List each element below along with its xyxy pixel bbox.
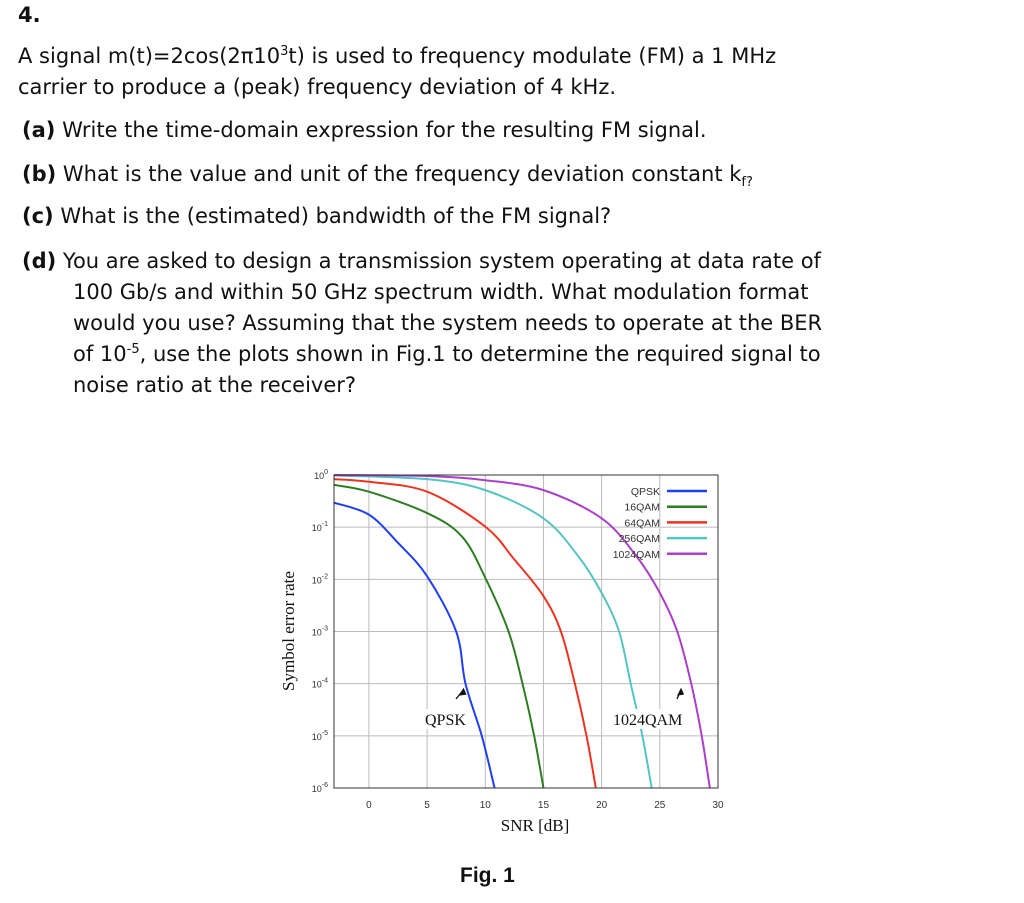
text: of 10 bbox=[73, 342, 127, 366]
series-line-64qam bbox=[334, 479, 596, 788]
arrow-head-icon bbox=[459, 688, 466, 696]
series-line-qpsk bbox=[334, 503, 495, 788]
y-tick-label: $10^{-1}$ bbox=[311, 521, 328, 534]
x-tick-label: 25 bbox=[654, 800, 666, 811]
part-c bbox=[22, 201, 611, 232]
y-tick-label: $10^{-6}$ bbox=[311, 782, 328, 794]
figure-caption: Fig. 1 bbox=[460, 864, 515, 887]
y-axis-label: Symbol error rate bbox=[279, 571, 298, 691]
y-tick-label: $10^{-5}$ bbox=[311, 729, 328, 742]
part-d bbox=[22, 246, 821, 277]
y-tick-label: $10^{-4}$ bbox=[311, 677, 328, 690]
annotation-label: QPSK bbox=[425, 712, 466, 729]
part-label: (d) bbox=[22, 249, 57, 273]
x-tick-label: 5 bbox=[424, 800, 430, 811]
series-line-16qam bbox=[334, 485, 543, 788]
superscript: 3 bbox=[280, 44, 289, 59]
question-number: 4. bbox=[18, 3, 41, 27]
part-d-line-4 bbox=[73, 339, 821, 370]
text: , use the plots shown in Fig.1 to determine the required signal to bbox=[139, 342, 821, 366]
part-text: What is the value and unit of the frequency deviation constant k bbox=[62, 162, 742, 186]
part-label: (b) bbox=[22, 162, 57, 186]
legend-label: 1024QAM bbox=[612, 548, 660, 561]
y-tick-label: $10^{-2}$ bbox=[311, 573, 328, 586]
part-d-line-3: would you use? Assuming that the system needs to operate at the BER bbox=[73, 311, 823, 335]
legend bbox=[613, 486, 707, 561]
superscript: -5 bbox=[126, 342, 140, 357]
part-d-line-5: noise ratio at the receiver? bbox=[73, 373, 357, 397]
part-d-line-2: 100 Gb/s and within 50 GHz spectrum width. What modulation format bbox=[73, 280, 809, 304]
subscript: f? bbox=[741, 175, 753, 191]
annotation-label: 1024QAM bbox=[613, 712, 683, 729]
part-label: (c) bbox=[22, 204, 54, 228]
ser-vs-snr-chart bbox=[250, 455, 750, 845]
legend-label: 256QAM bbox=[618, 533, 660, 546]
y-tick-label: $10^{-3}$ bbox=[311, 625, 328, 638]
part-a bbox=[22, 115, 707, 146]
legend-label: 16QAM bbox=[624, 501, 660, 514]
x-tick-label: 20 bbox=[596, 800, 608, 811]
legend-label: QPSK bbox=[630, 486, 660, 498]
part-text: Write the time-domain expression for the resulting FM signal. bbox=[62, 118, 707, 142]
x-tick-label: 15 bbox=[537, 800, 550, 811]
y-tick-label: $10^0$ bbox=[314, 469, 328, 481]
x-tick-label: 30 bbox=[712, 800, 724, 811]
x-tick-label: 0 bbox=[366, 800, 372, 811]
arrow-head-icon bbox=[677, 688, 684, 696]
tick-labels bbox=[312, 469, 724, 811]
annotations bbox=[423, 688, 692, 729]
intro-line-1 bbox=[18, 41, 776, 72]
text: t) is used to frequency modulate (FM) a 1 MHz bbox=[288, 44, 777, 68]
part-label: (a) bbox=[22, 118, 56, 142]
x-tick-label: 10 bbox=[479, 800, 491, 811]
text: A signal m(t)=2cos(2π10 bbox=[18, 44, 281, 68]
x-axis-label: SNR [dB] bbox=[500, 816, 570, 835]
grid bbox=[334, 475, 718, 788]
part-b bbox=[22, 159, 753, 190]
legend-label: 64QAM bbox=[624, 517, 660, 530]
part-text: You are asked to design a transmission system operating at data rate of bbox=[62, 249, 821, 273]
part-text: What is the (estimated) bandwidth of the FM signal? bbox=[60, 204, 612, 228]
intro-line-2: carrier to produce a (peak) frequency deviation of 4 kHz. bbox=[18, 75, 617, 99]
